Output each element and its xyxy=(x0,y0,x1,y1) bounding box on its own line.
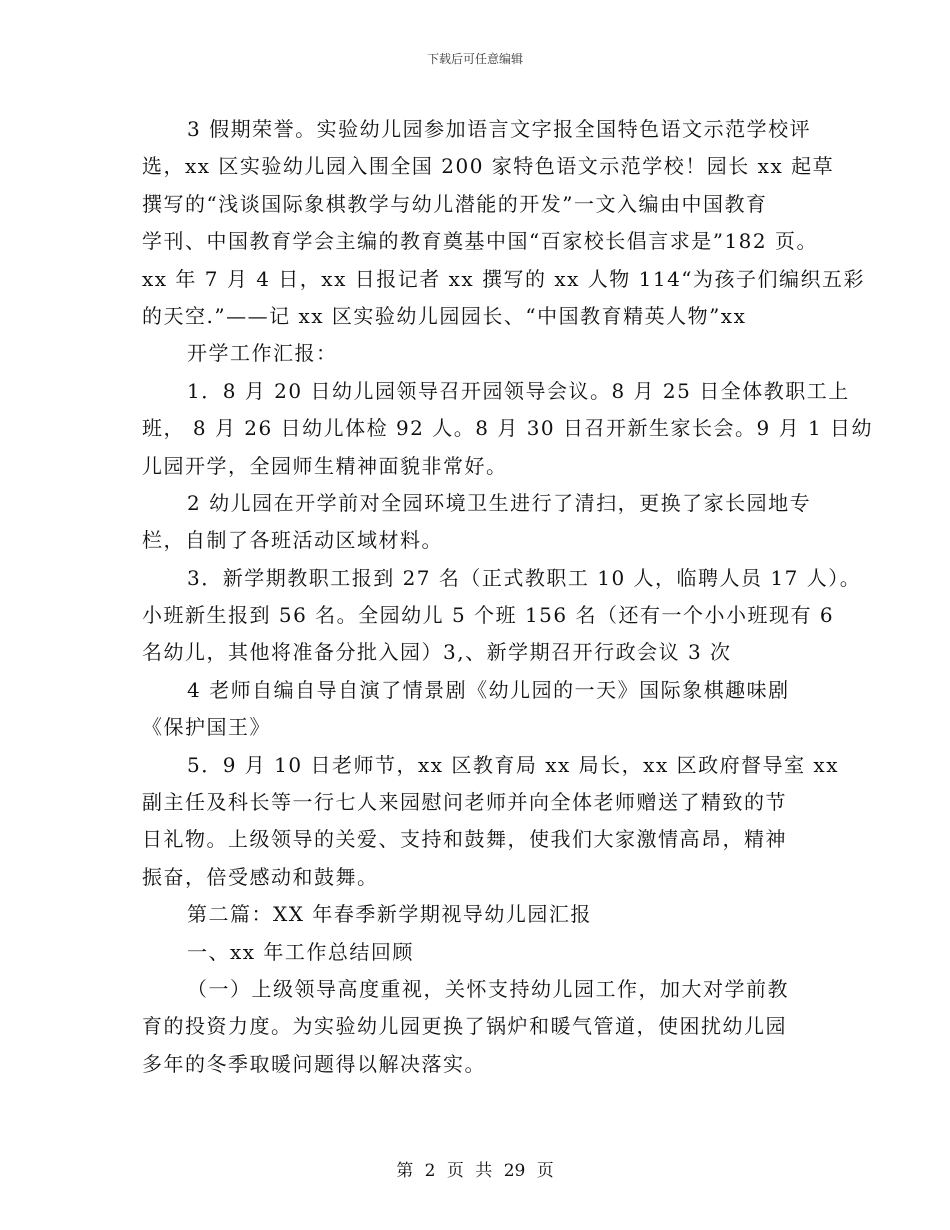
text-line: （一）上级领导高度重视，关怀支持幼儿园工作，加大对学前教 xyxy=(187,976,789,1001)
text-line: 4 老师自编自导自演了情景剧《幼儿园的一天》国际象棋趣味剧 xyxy=(187,677,790,702)
text-line: 3 假期荣誉。实验幼儿园参加语言文字报全国特色语文示范学校评 xyxy=(187,117,812,141)
text-line: 的天空.”——记 xx 区实验幼儿园园长、“中国教育精英人物”xx xyxy=(142,303,747,328)
text-line: 育的投资力度。为实验幼儿园更换了锅炉和暖气管道，使困扰幼儿园 xyxy=(142,1014,787,1039)
text-line: 选，xx 区实验幼儿园入围全国 200 家特色语文示范学校！园长 xx 起草 xyxy=(142,154,835,179)
text-line: 栏，自制了各班活动区域材料。 xyxy=(142,528,443,553)
text-line: 学刊、中国教育学会主编的教育奠基中国“百家校长倡言求是”182 页。 xyxy=(142,229,818,254)
text-line: 名幼儿，其他将准备分批入园）3,、新学期召开行政会议 3 次 xyxy=(142,640,732,665)
text-line: 《保护国王》 xyxy=(142,715,271,740)
text-line: 日礼物。上级领导的关爱、支持和鼓舞，使我们大家激情高昂，精神 xyxy=(142,827,787,852)
page-number: 第 2 页 共 29 页 xyxy=(396,1161,554,1181)
text-line: xx 年 7 月 4 日，xx 日报记者 xx 撰写的 xx 人物 114“为孩子们编织五彩 xyxy=(142,266,866,291)
section-heading: 第二篇：XX 年春季新学期视导幼儿园汇报 xyxy=(187,902,592,927)
text-line: 小班新生报到 56 名。全园幼儿 5 个班 156 名（还有一个小小班现有 6 xyxy=(142,603,835,628)
text-line: 撰写的“浅谈国际象棋教学与幼儿潜能的开发”一文入编由中国教育 xyxy=(142,191,768,216)
section-heading: 开学工作汇报： xyxy=(187,341,338,366)
document-body xyxy=(142,111,874,1083)
text-line: 副主任及科长等一行七人来园慰问老师并向全体老师赠送了精致的节 xyxy=(142,790,787,815)
text-line: 1．8 月 20 日幼儿园领导召开园领导会议。8 月 25 日全体教职工上 xyxy=(187,378,850,403)
page-header-note: 下载后可任意编辑 xyxy=(426,52,523,66)
text-line: 2 幼儿园在开学前对全园环境卫生进行了清扫，更换了家长园地专 xyxy=(187,490,812,515)
text-line: 5．9 月 10 日老师节，xx 区教育局 xx 局长，xx 区政府督导室 xx xyxy=(187,752,839,777)
text-line: 儿园开学，全园师生精神面貌非常好。 xyxy=(142,453,508,478)
text-line: 多年的冬季取暖问题得以解决落实。 xyxy=(142,1051,486,1076)
text-line: 振奋，倍受感动和鼓舞。 xyxy=(142,864,379,889)
section-heading: 一、xx 年工作总结回顾 xyxy=(187,939,414,964)
text-line: 3．新学期教职工报到 27 名（正式教职工 10 人，临聘人员 17 人）。 xyxy=(187,565,862,590)
text-line: 班， 8 月 26 日幼儿体检 92 人。8 月 30 日召开新生家长会。9 月 1 日幼 xyxy=(142,416,874,441)
